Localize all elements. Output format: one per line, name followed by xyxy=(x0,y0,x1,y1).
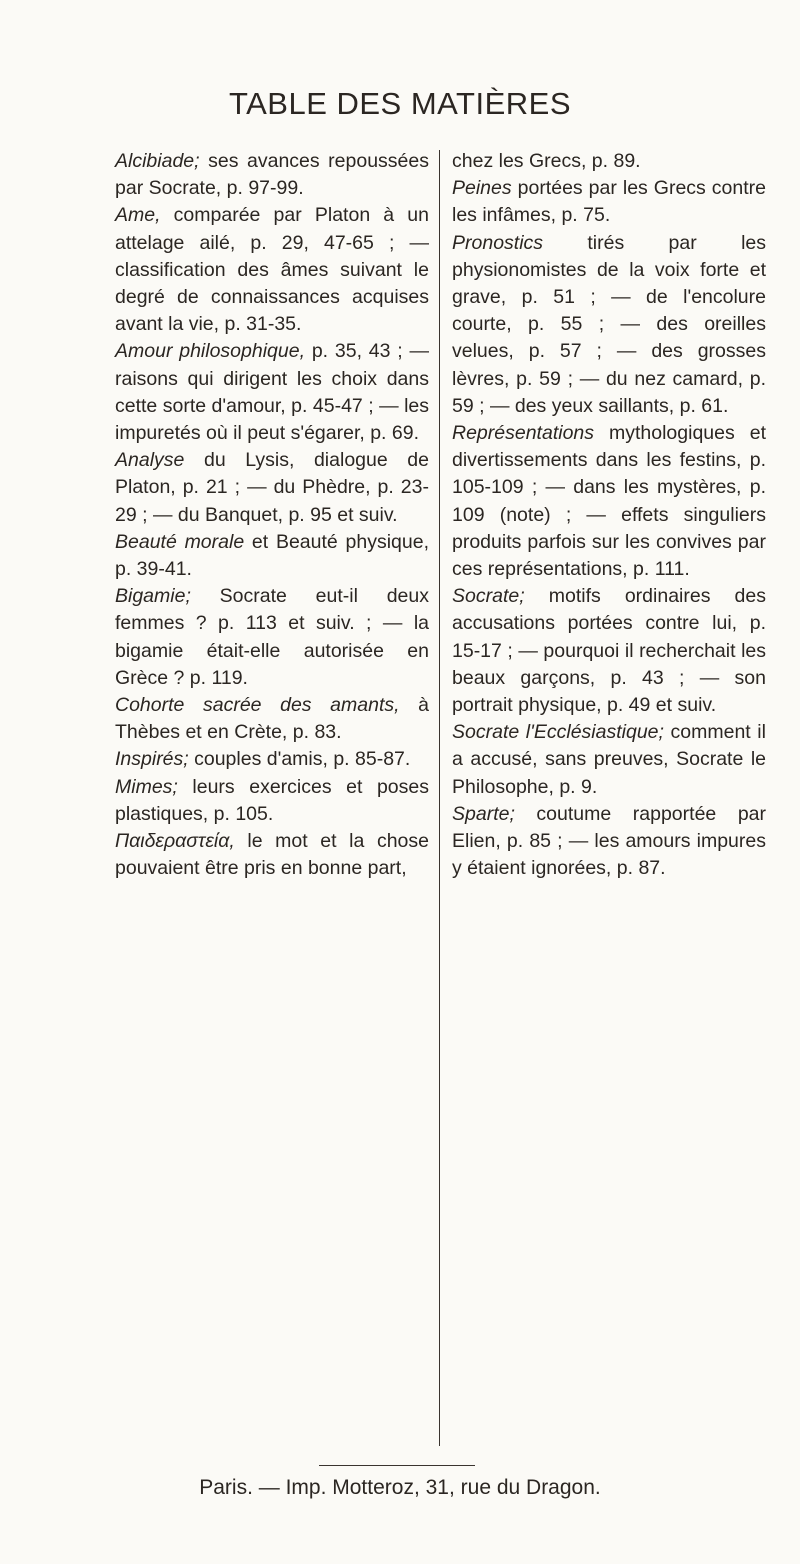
index-entry xyxy=(452,719,766,801)
entry-text: à Thèbes et en Crète, p. 83. xyxy=(115,694,430,744)
index-entry xyxy=(115,746,429,773)
entry-headword: Inspirés; xyxy=(115,748,189,771)
footer-rule xyxy=(319,1465,475,1466)
index-entry xyxy=(115,583,429,692)
entry-headword: Sparte; xyxy=(452,802,515,825)
index-entry xyxy=(452,230,766,420)
entry-text: Socrate eut-il deux femmes ? p. 113 et suiv. ; — la bigamie était-elle autorisée en Grèce ? p. 119. xyxy=(115,585,429,689)
index-entry xyxy=(452,175,766,229)
index-entry xyxy=(115,338,429,447)
printer-imprint: Paris. — Imp. Motteroz, 31, rue du Dragon. xyxy=(199,1476,601,1499)
right-column xyxy=(452,148,766,882)
entry-headword: Socrate l'Ecclésiastique; xyxy=(452,721,664,744)
entry-headword: Représentations xyxy=(452,422,595,445)
entry-text: coutume rapportée par Elien, p. 85 ; — les amours impures y étaient ignorées, p. 87. xyxy=(452,802,766,880)
index-entry xyxy=(115,529,429,583)
entry-text: tirés par les physionomistes de la voix forte et grave, p. 51 ; — de l'encolure courte, p. 55 ; — des oreilles velues, p. 57 ; — des grosses lèvres, p. 59 ; — du nez camard, p. 59 ; — des yeux saillants, p. 61. xyxy=(452,231,766,417)
entry-text: du Lysis, dialogue de Platon, p. 21 ; — du Phèdre, p. 23-29 ; — du Banquet, p. 95 et suiv. xyxy=(115,449,429,526)
entry-headword: Beauté morale xyxy=(115,530,245,553)
entry-headword: Amour philosophique, xyxy=(115,340,306,363)
entry-text: ses avances repoussées par Socrate, p. 97-99. xyxy=(115,150,429,200)
index-entry xyxy=(115,828,429,882)
entry-headword: Ame, xyxy=(115,204,161,227)
entry-text: chez les Grecs, p. 89. xyxy=(452,150,641,172)
entry-text: leurs exercices et poses plastiques, p. 105. xyxy=(115,775,429,825)
entry-headword: Alcibiade; xyxy=(115,150,200,172)
entry-text: comment il a accusé, sans preuves, Socrate le Philosophe, p. 9. xyxy=(452,721,766,798)
entry-headword: Socrate; xyxy=(452,585,525,608)
entry-headword: Bigamie; xyxy=(115,585,191,608)
index-entry xyxy=(452,148,766,175)
entry-headword: Παιδεραστεία, xyxy=(115,830,235,853)
index-entry xyxy=(115,692,429,746)
entry-text: p. 35, 43 ; — raisons qui dirigent les choix dans cette sorte d'amour, p. 45-47 ; — les impuretés où il peut s'égarer, p. 69. xyxy=(115,340,429,445)
entry-headword: Analyse xyxy=(115,449,185,472)
entry-headword: Peines xyxy=(452,177,512,200)
entry-text: comparée par Platon à un attelage ailé, p. 29, 47-65 ; — classification des âmes suivant le degré de connaissances acquises avant la vie, p. 31-35. xyxy=(115,204,429,336)
entry-text: portées par les Grecs contre les infâmes, p. 75. xyxy=(452,177,766,227)
page-title: TABLE DES MATIÈRES xyxy=(228,86,572,121)
index-columns xyxy=(115,148,765,1458)
entry-headword: Pronostics xyxy=(452,231,544,254)
entry-headword: Mimes; xyxy=(115,775,178,798)
entry-text: motifs ordinaires des accusations portées contre lui, p. 15-17 ; — pourquoi il recherchait les beaux garçons, p. 43 ; — son portrait physique, p. 49 et suiv. xyxy=(452,585,766,717)
entry-headword: Cohorte sacrée des amants, xyxy=(115,694,400,717)
entry-text: mythologiques et divertissements dans les festins, p. 105-109 ; — dans les mystères, p. 109 (note) ; — effets singuliers produits parfois sur les convives par ces représentations, p. 111. xyxy=(452,422,766,581)
column-divider xyxy=(439,150,440,1446)
entry-text: et Beauté physique, p. 39-41. xyxy=(115,530,429,581)
left-column xyxy=(115,148,429,882)
entry-text: le mot et la chose pouvaient être pris en bonne part, xyxy=(115,830,429,880)
index-entry xyxy=(452,583,766,719)
entry-text: couples d'amis, p. 85-87. xyxy=(188,748,411,771)
index-entry xyxy=(115,148,429,202)
index-entry xyxy=(452,801,766,883)
index-entry xyxy=(115,202,429,338)
index-entry xyxy=(115,774,429,828)
index-entry xyxy=(115,447,429,529)
index-entry xyxy=(452,420,766,583)
